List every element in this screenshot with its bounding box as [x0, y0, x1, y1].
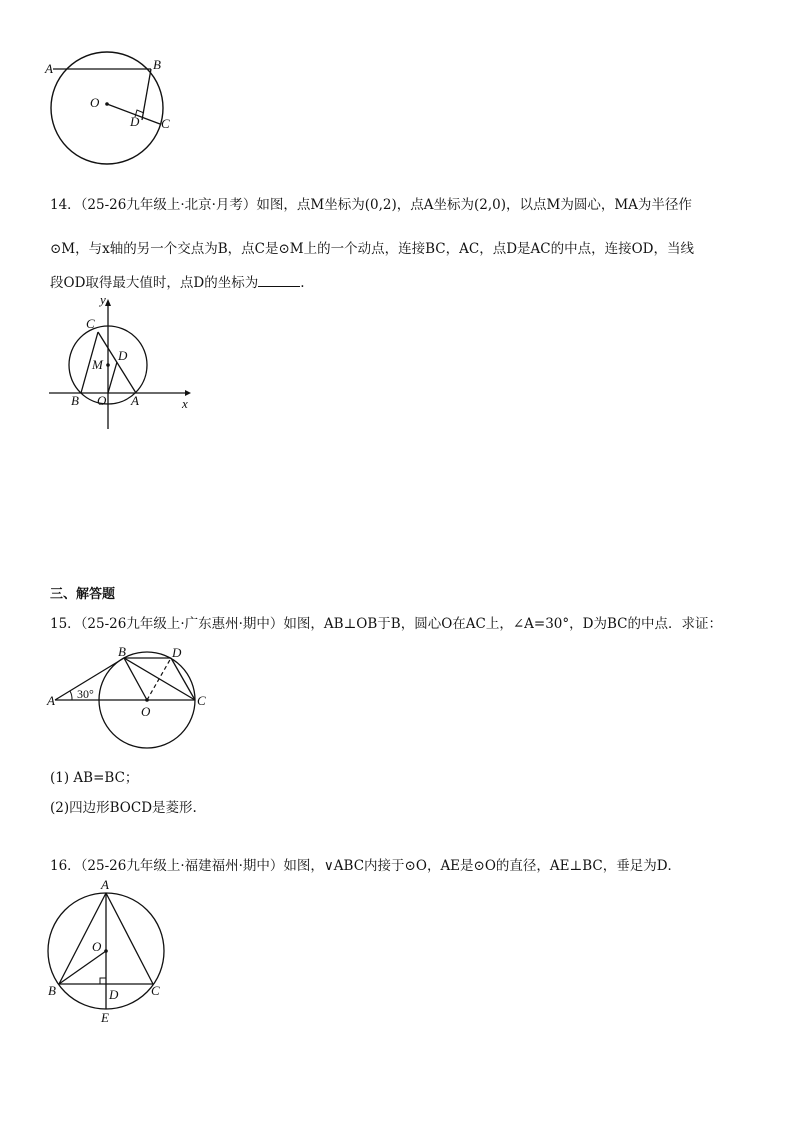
q14-figure	[42, 292, 202, 432]
label-y: y	[100, 292, 106, 307]
answer-blank	[258, 274, 300, 287]
q14-line3-text: 段OD取得最大值时，点D的坐标为	[50, 275, 259, 291]
label-B: B	[153, 57, 161, 72]
q16-line1: 16．（25-26九年级上·福建福州·期中）如图，∨ABC内接于⊙O，AE是⊙O的直径，AE⊥BC，垂足为D．	[50, 858, 682, 874]
label-D: D	[109, 987, 119, 1002]
label-O: O	[90, 95, 100, 110]
label-C: C	[86, 316, 95, 331]
label-E: E	[101, 1010, 109, 1025]
label-B: B	[118, 645, 126, 659]
q13-figure	[40, 40, 200, 170]
label-M: M	[92, 357, 103, 372]
q15-figure	[44, 645, 224, 755]
label-O: O	[92, 939, 102, 954]
label-O: O	[141, 704, 151, 719]
q15-line1: 15．（25-26九年级上·广东惠州·期中）如图，AB⊥OB于B，圆心O在AC上，∠A=30°，D为BC的中点．求证：	[50, 616, 722, 632]
label-D: D	[130, 114, 140, 129]
label-D: D	[118, 348, 128, 363]
label-A: A	[45, 61, 53, 76]
label-A: A	[101, 877, 109, 892]
label-A: A	[131, 393, 139, 408]
q14-line3-end: .	[300, 275, 305, 291]
label-C: C	[161, 116, 170, 131]
label-A: A	[47, 693, 55, 708]
label-x: x	[182, 396, 188, 411]
q14-line3	[50, 271, 305, 291]
q14-line2: ⊙M，与x轴的另一个交点为B，点C是⊙M上的一个动点，连接BC，AC，点D是AC的中点，连接OD，当线	[50, 241, 695, 257]
q15-part1: (1) AB=BC；	[50, 770, 139, 786]
label-C: C	[197, 693, 206, 708]
section-title: 三、解答题	[50, 587, 116, 602]
angle-label: 30°	[77, 687, 94, 701]
label-B: B	[71, 393, 79, 408]
label-C: C	[151, 983, 160, 998]
q16-figure	[40, 875, 180, 1025]
label-O: O	[97, 393, 107, 408]
label-B: B	[48, 983, 56, 998]
q14-line1: 14．（25-26九年级上·北京·月考）如图，点M坐标为(0,2)，点A坐标为(2,0)，以点M为圆心，MA为半径作	[50, 197, 692, 213]
q15-part2: (2)四边形BOCD是菱形.	[50, 800, 197, 816]
label-D: D	[172, 645, 182, 660]
